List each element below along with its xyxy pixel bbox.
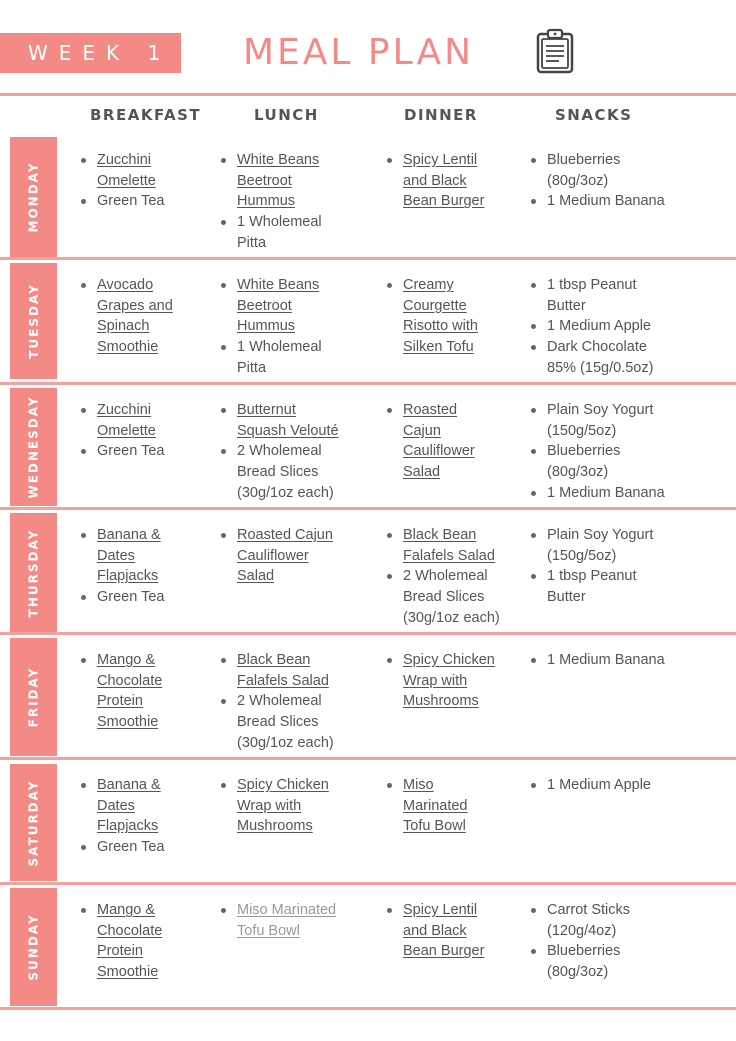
list-item: [385, 566, 525, 628]
lunch-list: [219, 775, 379, 837]
breakfast-cell: [79, 775, 214, 858]
item-text[interactable]: Smoothie: [97, 714, 159, 731]
item-text[interactable]: Salad: [403, 464, 441, 481]
week-badge: WEEK 1: [0, 33, 181, 73]
list-item: [529, 400, 729, 441]
item-text: Bread Slices: [237, 714, 319, 731]
recipe-link[interactable]: [385, 650, 525, 712]
item-text[interactable]: Mushrooms: [403, 693, 479, 710]
item-text[interactable]: Miso Marinated: [237, 902, 337, 918]
list-item: [79, 587, 214, 608]
item-text[interactable]: Spicy Lentil: [403, 152, 478, 168]
breakfast-cell: [79, 650, 214, 733]
item-text[interactable]: Squash Velouté: [237, 422, 339, 439]
list-item: [529, 150, 729, 191]
day-label-tuesday: [10, 263, 57, 379]
item-text[interactable]: Courgette: [403, 297, 467, 314]
day-label-text: SUNDAY: [26, 913, 41, 981]
item-text: Carrot Sticks: [547, 902, 630, 918]
clipboard-icon: [535, 28, 575, 74]
item-text: (80g/3oz): [547, 464, 609, 481]
item-text[interactable]: Spicy Chicken: [237, 777, 329, 793]
snacks-list: [529, 650, 729, 671]
dinner-cell: [385, 650, 525, 712]
snacks-cell: [529, 525, 729, 608]
day-label-sunday: [10, 888, 57, 1006]
item-text[interactable]: Mango &: [97, 902, 156, 918]
list-item: [529, 525, 729, 566]
item-text[interactable]: Cauliflower: [403, 443, 475, 460]
day-label-text: TUESDAY: [26, 283, 41, 359]
item-text[interactable]: Mango &: [97, 652, 156, 668]
item-text: Blueberries: [547, 443, 621, 460]
day-row-wednesday: [0, 384, 736, 506]
recipe-link[interactable]: [219, 650, 379, 691]
item-text[interactable]: White Beans: [237, 152, 320, 168]
item-text[interactable]: Hummus: [237, 193, 296, 210]
list-item: [529, 275, 729, 316]
item-text: Green Tea: [97, 443, 165, 460]
lunch-cell: [219, 400, 379, 504]
recipe-link[interactable]: [79, 650, 214, 733]
dinner-cell: [385, 275, 525, 358]
item-text[interactable]: Smoothie: [97, 339, 159, 356]
item-text: 2 Wholemeal: [403, 568, 488, 585]
dinner-list: [385, 150, 525, 212]
day-row-friday: [0, 634, 736, 756]
item-text[interactable]: Roasted Cajun: [237, 527, 333, 543]
lunch-list: [219, 525, 379, 587]
day-label-text: FRIDAY: [26, 666, 41, 728]
recipe-link[interactable]: [385, 275, 525, 358]
item-text: 1 Wholemeal: [237, 214, 322, 231]
list-item: [529, 483, 729, 504]
header-divider: [0, 93, 736, 96]
day-row-thursday: [0, 509, 736, 631]
recipe-link[interactable]: [79, 775, 214, 837]
list-item: [529, 775, 729, 796]
item-text[interactable]: Mushrooms: [237, 818, 313, 835]
lunch-list: [219, 900, 379, 941]
item-text: Bread Slices: [403, 589, 485, 606]
breakfast-list: [79, 400, 214, 462]
item-text[interactable]: Zucchini: [97, 402, 151, 418]
list-item: [219, 691, 379, 753]
list-item: [529, 337, 729, 378]
snacks-list: [529, 275, 729, 379]
item-text: 1 tbsp Peanut: [547, 568, 637, 585]
item-text: 1 Medium Apple: [547, 777, 651, 793]
item-text: Plain Soy Yogurt: [547, 402, 654, 418]
item-text: (150g/5oz): [547, 422, 617, 439]
breakfast-cell: [79, 150, 214, 212]
item-text[interactable]: Beetroot: [237, 297, 292, 314]
item-text[interactable]: Silken Tofu: [403, 339, 474, 356]
recipe-link[interactable]: [79, 400, 214, 441]
item-text[interactable]: Falafels Salad: [237, 672, 329, 689]
recipe-link[interactable]: [79, 275, 214, 358]
item-text: (30g/1oz each): [237, 484, 334, 501]
recipe-link[interactable]: [219, 775, 379, 837]
list-item: [529, 566, 729, 607]
item-text[interactable]: Spinach: [97, 318, 150, 335]
item-text[interactable]: Falafels Salad: [403, 547, 495, 564]
list-item: [529, 441, 729, 482]
recipe-link[interactable]: [385, 900, 525, 962]
snacks-cell: [529, 400, 729, 504]
dinner-list: [385, 400, 525, 483]
breakfast-cell: [79, 525, 214, 608]
snacks-cell: [529, 650, 729, 671]
day-label-wednesday: [10, 388, 57, 506]
recipe-link[interactable]: [385, 150, 525, 212]
day-label-saturday: [10, 764, 57, 881]
item-text[interactable]: Avocado: [97, 277, 154, 293]
lunch-cell: [219, 775, 379, 837]
dinner-list: [385, 650, 525, 712]
list-item: [79, 441, 214, 462]
dinner-cell: [385, 150, 525, 212]
item-text: Pitta: [237, 234, 267, 251]
item-text: Dark Chocolate: [547, 339, 647, 356]
item-text[interactable]: Black Bean: [237, 652, 311, 668]
item-text[interactable]: Flapjacks: [97, 818, 159, 835]
dinner-cell: [385, 525, 525, 629]
item-text[interactable]: Dates: [97, 547, 135, 564]
recipe-link[interactable]: [219, 400, 379, 441]
item-text: Butter: [547, 297, 586, 314]
item-text[interactable]: Zucchini: [97, 152, 151, 168]
item-text[interactable]: Protein: [97, 693, 143, 710]
recipe-link[interactable]: [385, 400, 525, 483]
item-text: Blueberries: [547, 943, 621, 960]
list-item: [529, 900, 729, 941]
dinner-list: [385, 775, 525, 837]
item-text[interactable]: Smoothie: [97, 964, 159, 981]
day-row-saturday: [0, 759, 736, 881]
list-item: [529, 316, 729, 337]
item-text[interactable]: Spicy Lentil: [403, 902, 478, 918]
day-label-thursday: [10, 513, 57, 633]
item-text[interactable]: Salad: [237, 568, 275, 585]
snacks-list: [529, 525, 729, 608]
list-item: [529, 941, 729, 982]
snacks-cell: [529, 775, 729, 796]
item-text[interactable]: and Black: [403, 922, 467, 939]
item-text: Butter: [547, 589, 586, 606]
list-item: [219, 441, 379, 503]
list-item: [219, 337, 379, 378]
day-label-monday: [10, 137, 57, 257]
item-text: (80g/3oz): [547, 172, 609, 189]
recipe-link[interactable]: [79, 150, 214, 191]
item-text[interactable]: Hummus: [237, 318, 296, 335]
item-text: Green Tea: [97, 589, 165, 606]
snacks-cell: [529, 900, 729, 983]
item-text[interactable]: Omelette: [97, 422, 156, 439]
item-text[interactable]: Protein: [97, 943, 143, 960]
breakfast-cell: [79, 900, 214, 983]
lunch-cell: [219, 900, 379, 941]
column-header-snacks: SNACKS: [555, 106, 633, 124]
lunch-list: [219, 650, 379, 754]
item-text: (80g/3oz): [547, 964, 609, 981]
day-label-text: WEDNESDAY: [26, 395, 41, 499]
lunch-cell: [219, 150, 379, 254]
item-text[interactable]: Omelette: [97, 172, 156, 189]
dinner-cell: [385, 400, 525, 483]
column-header-dinner: DINNER: [404, 106, 478, 124]
breakfast-list: [79, 275, 214, 358]
item-text[interactable]: Beetroot: [237, 172, 292, 189]
item-text[interactable]: Grapes and: [97, 297, 173, 314]
day-row-tuesday: [0, 259, 736, 381]
snacks-list: [529, 400, 729, 504]
day-label-text: SATURDAY: [26, 779, 41, 866]
recipe-link[interactable]: [385, 775, 525, 837]
item-text[interactable]: Marinated: [403, 797, 468, 814]
recipe-link[interactable]: [79, 525, 214, 587]
lunch-list: [219, 150, 379, 254]
item-text: (120g/4oz): [547, 922, 617, 939]
item-text: 1 Medium Banana: [547, 193, 665, 210]
item-text[interactable]: Wrap with: [237, 797, 302, 814]
column-header-lunch: LUNCH: [254, 106, 319, 124]
item-text: 2 Wholemeal: [237, 443, 322, 460]
item-text[interactable]: Roasted: [403, 402, 458, 418]
item-text[interactable]: Spicy Chicken: [403, 652, 495, 668]
breakfast-list: [79, 650, 214, 733]
lunch-list: [219, 275, 379, 379]
list-item: [219, 212, 379, 253]
item-text: Blueberries: [547, 152, 621, 168]
item-text[interactable]: Banana &: [97, 527, 161, 543]
dinner-cell: [385, 900, 525, 962]
recipe-link[interactable]: [385, 525, 525, 566]
item-text[interactable]: and Black: [403, 172, 467, 189]
breakfast-cell: [79, 275, 214, 358]
lunch-list: [219, 400, 379, 504]
item-text[interactable]: Tofu Bowl: [237, 922, 300, 939]
recipe-link[interactable]: [219, 900, 379, 941]
item-text: 1 tbsp Peanut: [547, 277, 637, 293]
item-text[interactable]: Flapjacks: [97, 568, 159, 585]
snacks-list: [529, 150, 729, 212]
list-item: [529, 191, 729, 212]
item-text: 1 Medium Apple: [547, 318, 651, 335]
item-text[interactable]: Cajun: [403, 422, 441, 439]
item-text[interactable]: Miso: [403, 777, 434, 793]
item-text[interactable]: Cauliflower: [237, 547, 309, 564]
item-text: (150g/5oz): [547, 547, 617, 564]
item-text[interactable]: Banana &: [97, 777, 161, 793]
item-text[interactable]: Dates: [97, 797, 135, 814]
breakfast-list: [79, 775, 214, 858]
item-text[interactable]: Butternut: [237, 402, 296, 418]
item-text[interactable]: Bean Burger: [403, 193, 485, 210]
recipe-link[interactable]: [219, 525, 379, 587]
item-text: 85% (15g/0.5oz): [547, 359, 654, 376]
recipe-link[interactable]: [79, 900, 214, 983]
list-item: [79, 837, 214, 858]
item-text: Green Tea: [97, 193, 165, 210]
item-text: (30g/1oz each): [403, 609, 500, 626]
item-text[interactable]: White Beans: [237, 277, 320, 293]
snacks-cell: [529, 150, 729, 212]
day-label-text: MONDAY: [26, 161, 41, 233]
item-text[interactable]: Chocolate: [97, 922, 163, 939]
item-text: Pitta: [237, 359, 267, 376]
item-text[interactable]: Chocolate: [97, 672, 163, 689]
dinner-list: [385, 275, 525, 358]
snacks-list: [529, 900, 729, 983]
day-label-text: THURSDAY: [26, 528, 41, 618]
item-text: 1 Wholemeal: [237, 339, 322, 356]
day-row-monday: [0, 134, 736, 256]
list-item: [79, 191, 214, 212]
breakfast-list: [79, 525, 214, 608]
dinner-list: [385, 900, 525, 962]
day-label-friday: [10, 638, 57, 756]
item-text: 1 Medium Banana: [547, 652, 665, 668]
column-header-breakfast: BREAKFAST: [90, 106, 202, 124]
item-text[interactable]: Tofu Bowl: [403, 818, 466, 835]
recipe-link[interactable]: [219, 150, 379, 212]
dinner-cell: [385, 775, 525, 837]
item-text: (30g/1oz each): [237, 734, 334, 751]
lunch-cell: [219, 275, 379, 379]
day-row-sunday: [0, 884, 736, 1006]
snacks-cell: [529, 275, 729, 379]
item-text[interactable]: Black Bean: [403, 527, 477, 543]
item-text: Bread Slices: [237, 464, 319, 481]
snacks-list: [529, 775, 729, 796]
breakfast-list: [79, 150, 214, 212]
item-text: 2 Wholemeal: [237, 693, 322, 710]
breakfast-list: [79, 900, 214, 983]
lunch-cell: [219, 525, 379, 587]
dinner-list: [385, 525, 525, 629]
page-title: MEAL PLAN: [243, 32, 475, 73]
lunch-cell: [219, 650, 379, 754]
row-divider: [0, 1007, 736, 1010]
item-text[interactable]: Creamy: [403, 277, 454, 293]
item-text[interactable]: Bean Burger: [403, 943, 485, 960]
item-text[interactable]: Wrap with: [403, 672, 468, 689]
item-text[interactable]: Risotto with: [403, 318, 478, 335]
item-text: Green Tea: [97, 839, 165, 856]
list-item: [529, 650, 729, 671]
item-text: Plain Soy Yogurt: [547, 527, 654, 543]
recipe-link[interactable]: [219, 275, 379, 337]
breakfast-cell: [79, 400, 214, 462]
item-text: 1 Medium Banana: [547, 484, 665, 501]
